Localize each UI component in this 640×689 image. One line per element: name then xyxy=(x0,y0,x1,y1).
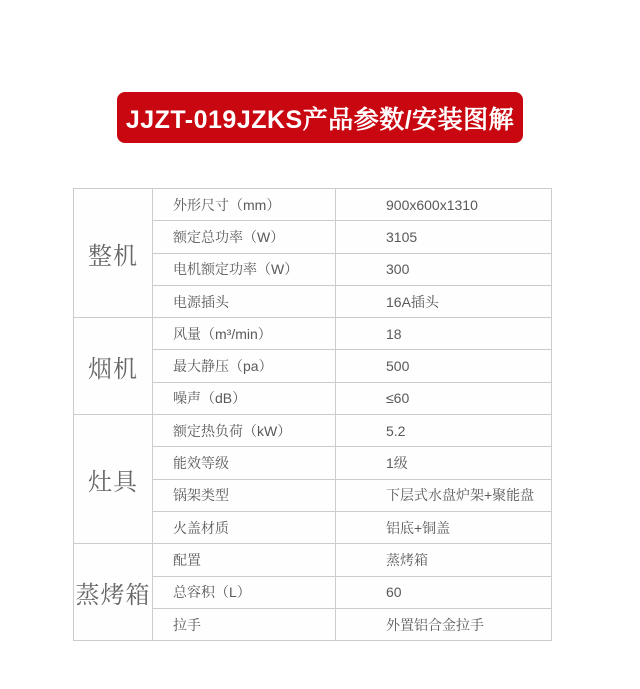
spec-label: 拉手 xyxy=(153,608,336,640)
spec-value: 18 xyxy=(336,318,552,350)
spec-value: 16A插头 xyxy=(336,285,552,317)
spec-value: 5.2 xyxy=(336,415,552,447)
section-category-whole-unit: 整机 xyxy=(74,189,153,318)
spec-value: 900x600x1310 xyxy=(336,189,552,221)
spec-value: 1级 xyxy=(336,447,552,479)
spec-value: ≤60 xyxy=(336,382,552,414)
spec-label: 能效等级 xyxy=(153,447,336,479)
spec-label: 总容积（L） xyxy=(153,576,336,608)
spec-value: 下层式水盘炉架+聚能盘 xyxy=(336,479,552,511)
spec-label: 外形尺寸（mm） xyxy=(153,189,336,221)
product-title: JJZT-019JZKS产品参数/安装图解 xyxy=(125,105,515,134)
spec-label: 电源插头 xyxy=(153,285,336,317)
table-row xyxy=(74,189,552,221)
spec-value: 500 xyxy=(336,350,552,382)
spec-value: 铝底+铜盖 xyxy=(336,511,552,543)
spec-label: 额定热负荷（kW） xyxy=(153,415,336,447)
spec-label: 额定总功率（W） xyxy=(153,221,336,253)
spec-value: 60 xyxy=(336,576,552,608)
section-category-steam-oven: 蒸烤箱 xyxy=(74,544,153,641)
spec-label: 风量（m³/min） xyxy=(153,318,336,350)
spec-value: 外置铝合金拉手 xyxy=(336,608,552,640)
table-row xyxy=(74,318,552,350)
spec-label: 电机额定功率（W） xyxy=(153,253,336,285)
spec-table xyxy=(73,188,552,641)
product-title-banner xyxy=(117,92,523,143)
spec-label: 最大静压（pa） xyxy=(153,350,336,382)
section-category-range-hood: 烟机 xyxy=(74,318,153,415)
table-row xyxy=(74,415,552,447)
spec-label: 锅架类型 xyxy=(153,479,336,511)
spec-value: 300 xyxy=(336,253,552,285)
spec-label: 配置 xyxy=(153,544,336,576)
spec-label: 火盖材质 xyxy=(153,511,336,543)
spec-value: 3105 xyxy=(336,221,552,253)
section-category-stove: 灶具 xyxy=(74,415,153,544)
spec-label: 噪声（dB） xyxy=(153,382,336,414)
table-row xyxy=(74,544,552,576)
spec-value: 蒸烤箱 xyxy=(336,544,552,576)
